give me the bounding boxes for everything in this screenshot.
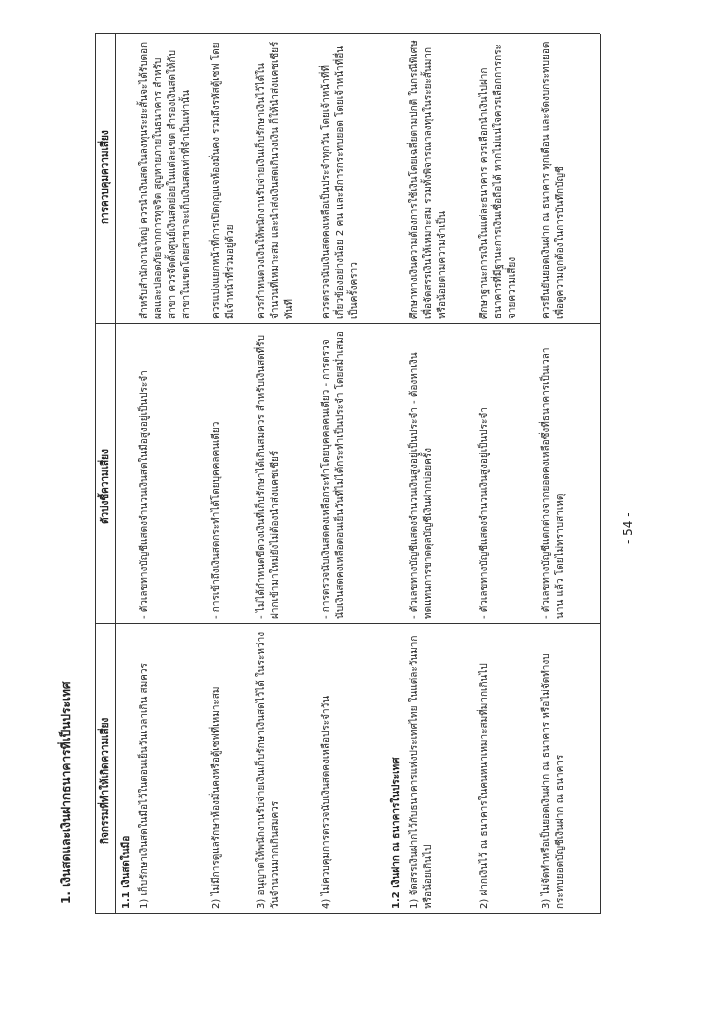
cell-control: ศึกษาฐานะการเงินในแต่ละธนาคาร ควรเลือกนำเงินไปฝากธนาคารที่มีฐานะการเงินเชื่อถือได้ หากไม่แน่ใจควรเลือกการกระจายความเสี่ยง bbox=[479, 44, 518, 319]
cell-indicator: - ตัวเลขทางบัญชีแตกต่างจากยอดคงเหลือซึ่งที่ธนาคารเป็นเวลานาน แล้ว โดยไม่ทราบสาเหตุ bbox=[541, 347, 566, 619]
table-header-bottom-border bbox=[115, 34, 116, 914]
cell-activity: 3) อนุญาตให้พนักงานรับจ่ายเงินเก็บรักษาเงินสดไว้ได้ ในระหว่างวันจำนวนมากเกินสมควร bbox=[256, 631, 281, 909]
table-top-border bbox=[95, 34, 96, 914]
cell-indicator: - การเข้าถึงเงินสดกระทำได้โดยบุคคลคนเดียว bbox=[211, 421, 222, 619]
section-label: 1.1 เงินสดในมือ bbox=[121, 835, 132, 909]
cell-activity: 2) ฝากเงินไว้ ณ ธนาคารในคนหนาเหมาะสมที่มากเกินไป bbox=[479, 663, 490, 909]
cell-control: ควรยืนยันยอดเงินฝาก ณ ธนาคาร ทุกเดือน และจัดงบกระทบยอดเพื่อดูความถูกต้องในการบันทึกบัญชี bbox=[541, 41, 566, 319]
cell-indicator: - ตัวเลขทางบัญชีแสดงจำนวนเงินสดในมือสูงอยู่เป็นประจำ bbox=[139, 370, 150, 619]
cell-control: ควรแบ่งแยกหน้าที่การเปิดกุญแจห้องมั่นคง รวมถึงรหัสตู้เซฟ โดยมีเจ้าหน้าที่ร่วมอยู่ด้วย bbox=[211, 42, 236, 319]
cell-control: ศึกษาทางเงินความต้องการใช้เงินโดยเฉลี่ยตามปกติ ในกรณีพิเศษ เพื่อจัดสรรเงินให้เหมาะสม รวมทั้งพิจารณาลงทุนในระยะสั้นมากหรือน้อยตามความจำเป็น bbox=[409, 40, 448, 319]
cell-indicator: - การตรวจนับเงินสดคงเหลือกระทำโดยบุคคลคนเดียว - การตรวจนับเงินสดคงเหลือตอนเย็นวันที่ไม่ได้กระทำเป็นประจำ โดยสม่ำเสมอ bbox=[321, 331, 346, 619]
cell-control: สำหรับสำนักงานใหญ่ ควรนำเงินสดในลงทุนระยะสั้นจะได้รับดอกผลและปลอดภัยจากการทุจริต สูญหายภายในธนาคาร สำหรับสาขา ควรจัดตั้งศูนย์เงินสดย่อยในแต่ละเขต สำรองเงินสดให้กับสาขาในเขตโดยสาขาจะเก็บเงินสดเท่าที่จำเป็นเท่านั้น bbox=[139, 41, 192, 319]
table-right-border bbox=[95, 33, 600, 34]
cell-activity: 1) เก็บรักษาเงินสดในมือไว้ในตอนเย็นวันเวลาเกิน สมควร bbox=[139, 663, 150, 909]
column-divider-1 bbox=[95, 623, 600, 624]
header-activity: กิจกรรมที่ทำให้เกิดความเสี่ยง bbox=[100, 717, 111, 844]
document-title: 1. เงินสดและเงินฝากธนาคารที่เป็นประเทศ bbox=[59, 681, 73, 904]
cell-control: ควรตรวจนับเงินสดคงเหลือเป็นประจำทุกวัน โดยเจ้าหน้าที่ที่เกี่ยวข้องอย่างน้อย 2 คน และมีการกระทบยอด โดยเจ้าหน้าที่อื่นเป็นครั้งคราว bbox=[321, 45, 360, 319]
section-label: 1.2 เงินฝาก ณ ธนาคารในประเทศ bbox=[391, 757, 402, 909]
cell-activity: 1) จัดสรรเงินฝากไว้กับธนาคารแห่งประเทศไทย ในแต่ละวันมากหรือน้อยเกินไป bbox=[409, 635, 434, 909]
cell-indicator: - ตัวเลขทางบัญชีแสดงจำนวนเงินสูงอยู่เป็นประจำ bbox=[479, 407, 490, 619]
cell-indicator: - ตัวเลขทางบัญชีแสดงจำนวนเงินสูงอยู่เป็นประจำ - ต้องหาเงินทดแทนการขาดดุลบัญชีเงินฝากบ่อยครั้ง bbox=[409, 352, 434, 619]
cell-control: ควรกำหนดวงเงินให้พนักงานรับจ่ายเงินเก็บรักษาเงินไว้ได้ในจำนวนที่เหมาะสม และนำส่งเงินสดเกินวงเงิน ก็ให้นำส่งแคชเชียร์ทันที bbox=[256, 41, 295, 319]
cell-indicator: - ไม่ได้กำหนดขีดวงเงินที่เก็บรักษาได้เกินสมควร สำหรับเงินสดที่รับฝากเข้ามาใหม่ยังไม่ต้องนำส่งแคชเชียร์ bbox=[256, 335, 281, 619]
header-control: การควบคุมความเสี่ยง bbox=[100, 130, 111, 224]
page-number: - 54 - bbox=[621, 512, 635, 544]
column-divider-2 bbox=[95, 323, 600, 324]
table-bottom-border bbox=[600, 34, 601, 914]
header-indicator: ตัวบ่งชี้ความเสี่ยง bbox=[100, 449, 111, 524]
cell-activity: 4) ไม่ควบคุมการตรวจนับเงินสดคงเหลือประจำวัน bbox=[321, 695, 332, 909]
cell-activity: 2) ไม่มีการดูแลรักษาห้องมั่นคงหรือตู้เซฟที่เหมาะสม bbox=[211, 686, 222, 909]
cell-activity: 3) ไม่จัดทำหรือเป็นยอดเงินฝาก ณ ธนาคาร หรือไม่จัดทำงบกระทบยอดบัญชีเงินฝาก ณ ธนาคาร bbox=[541, 653, 566, 909]
table-left-border bbox=[95, 913, 600, 914]
